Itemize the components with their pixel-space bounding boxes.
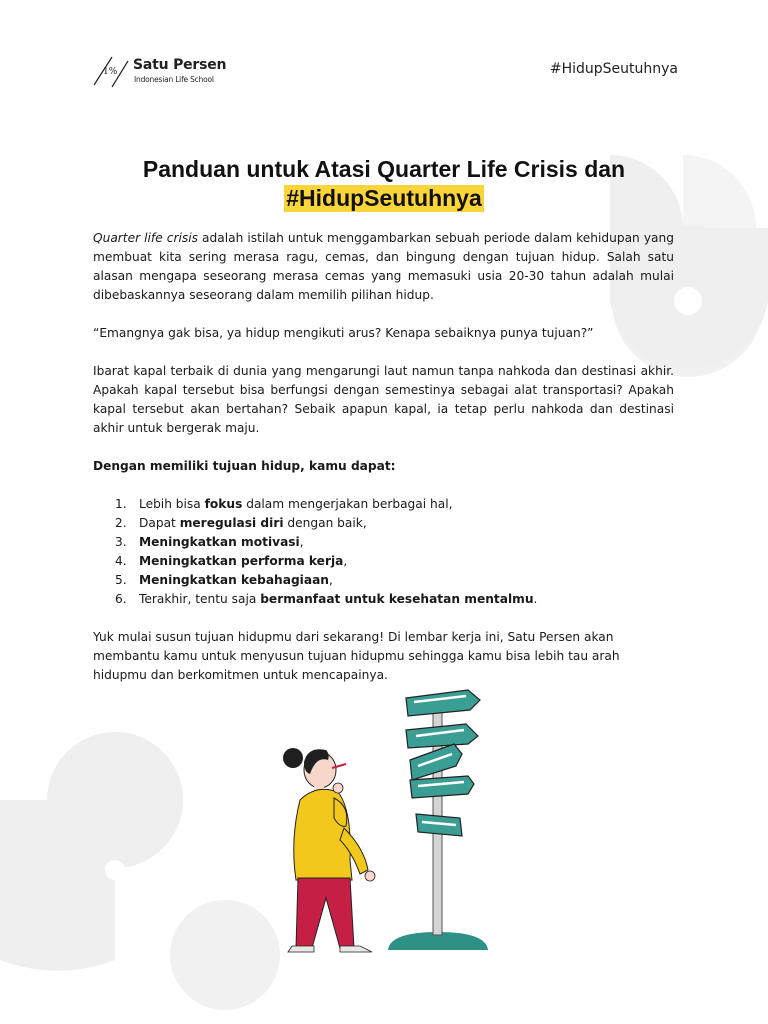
list-number: 6. [115,592,127,606]
list-bold: bermanfaat untuk kesehatan mentalmu [260,592,534,606]
benefits-list [93,495,674,609]
closing-paragraph: Yuk mulai susun tujuan hidupmu dari sekarang! Di lembar kerja ini, Satu Persen akan membantu kamu untuk menyusun tujuan hidupmu sehingga kamu bisa lebih tau arah hidupmu dan berkomitmen untuk mencapainya. [93,630,620,682]
list-text: , [328,573,333,587]
page-header [90,55,678,89]
intro-text: adalah istilah untuk menggambarkan sebuah periode dalam kehidupan yang membuat kita sering merasa ragu, cemas, dan bingung dengan tujuan hidup. Salah satu alasan mengapa seseorang merasa cemas yang memasuki usia 20-30 tahun adalah mulai dibebaskannya seseorang dalam memilih pilihan hidup. [93,231,674,302]
list-text: . [533,592,538,606]
benefits-heading: Dengan memiliki tujuan hidup, kamu dapat: [93,459,396,473]
list-text: Terakhir, tentu saja [139,592,261,606]
list-number: 2. [115,516,127,530]
logo-name: Satu Persen [133,57,227,73]
list-number: 3. [115,535,127,549]
list-item [93,514,674,533]
list-bold: Meningkatkan performa kerja [139,554,344,568]
document-body [93,229,674,704]
list-item [93,590,674,609]
quote-paragraph: “Emangnya gak bisa, ya hidup mengikuti arus? Kenapa sebaiknya punya tujuan?” [93,326,594,340]
list-text: Dapat [139,516,180,530]
logo-mark-text: 1% [103,67,118,77]
intro-paragraph [93,229,674,305]
analogy-paragraph: Ibarat kapal terbaik di dunia yang mengarungi laut namun tanpa nahkoda dan destinasi akhir. Apakah kapal tersebut bisa berfungsi dengan semestinya sebagai alat transportasi? Apakah kapal tersebut akan bertahan? Sebaik apapun kapal, ia tetap perlu nahkoda dan destinasi akhir untuk bergerak maju. [93,364,674,435]
list-number: 5. [115,573,127,587]
page-title [60,155,708,212]
list-item [93,571,674,590]
list-item [93,495,674,514]
list-bold: Meningkatkan motivasi [139,535,300,549]
intro-term: Quarter life crisis [93,231,198,245]
header-hashtag: #HidupSeutuhnya [549,61,678,77]
signpost-illustration [260,680,520,960]
woman-figure-icon [283,748,375,952]
list-number: 4. [115,554,127,568]
list-number: 1. [115,497,127,511]
list-item [93,533,674,552]
list-bold: fokus [204,497,243,511]
list-text: dalam mengerjakan berbagai hal, [242,497,453,511]
title-highlight: #HidupSeutuhnya [286,185,482,211]
title-line: Panduan untuk Atasi Quarter Life Crisis dan [142,156,626,182]
list-bold: Meningkatkan kebahagiaan [139,573,329,587]
list-item [93,552,674,571]
list-text: , [343,554,348,568]
direction-signs-icon [406,690,480,836]
logo-subtitle: Indonesian Life School [134,75,214,84]
list-text: , [299,535,304,549]
list-bold: meregulasi diri [179,516,284,530]
list-text: dengan baik, [283,516,367,530]
list-text: Lebih bisa [139,497,205,511]
